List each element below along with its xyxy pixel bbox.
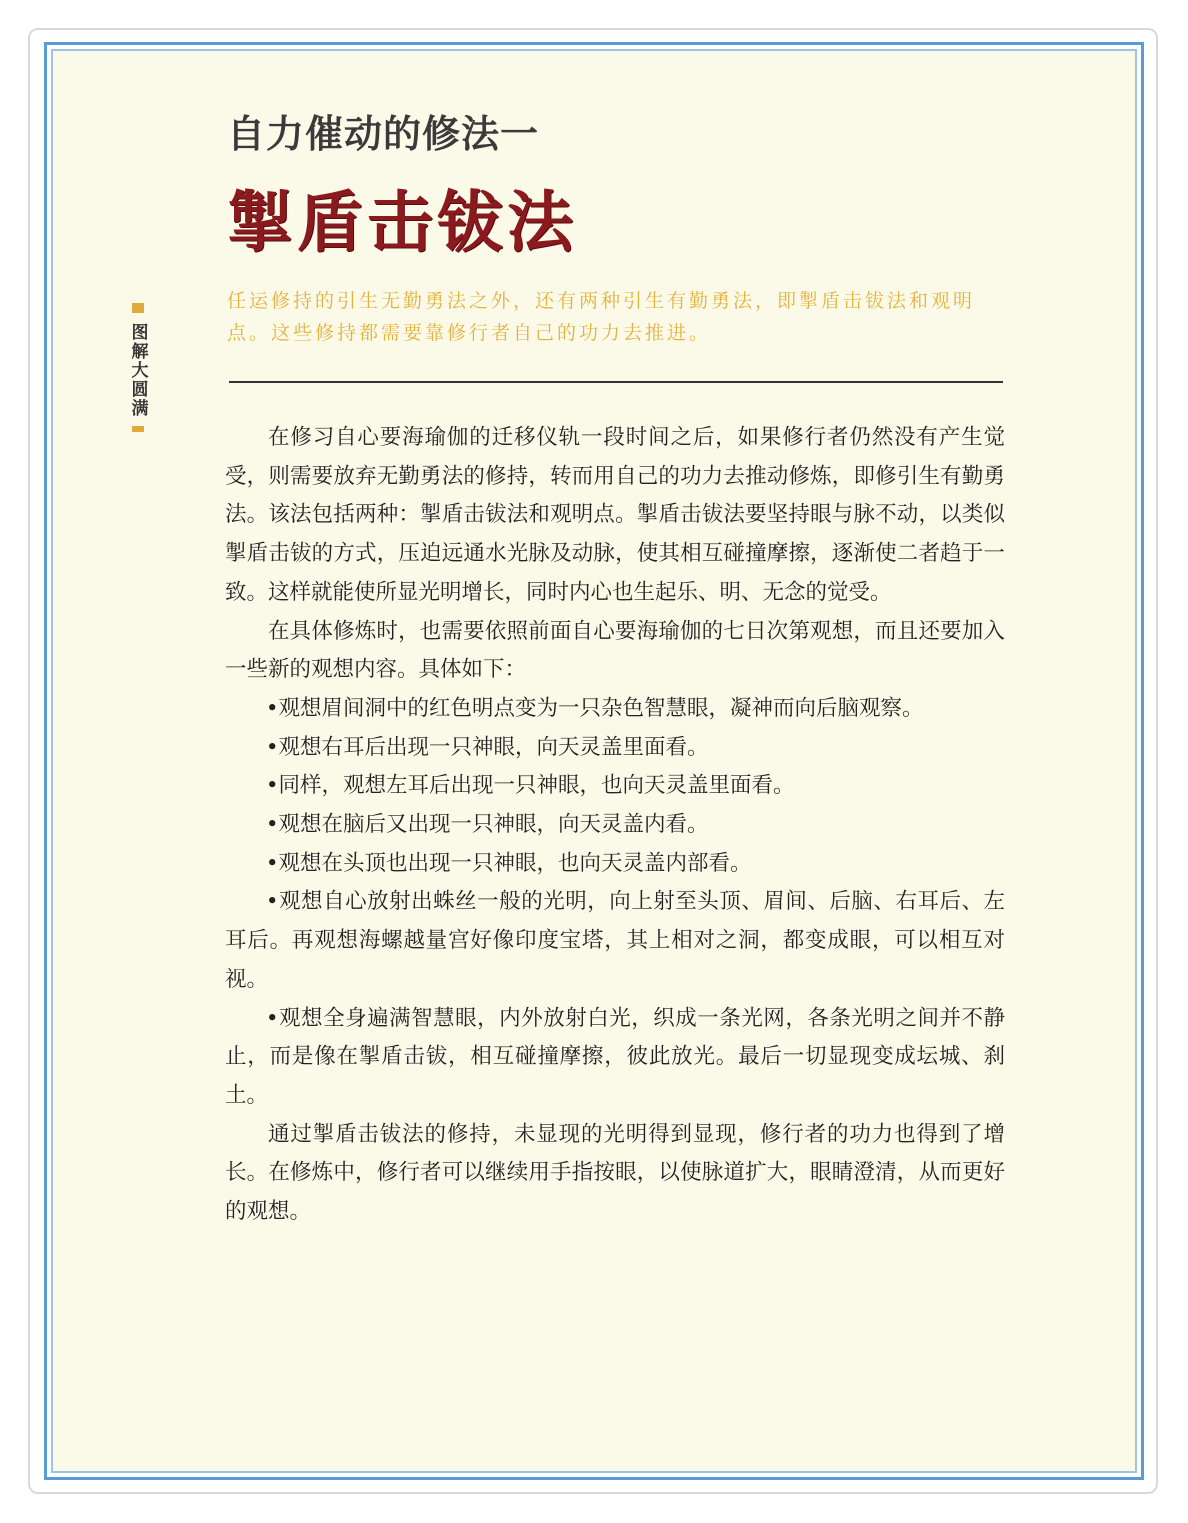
section-kicker: 自力催动的修法一 <box>227 112 540 156</box>
side-tab-top-mark <box>132 303 144 313</box>
page-title: 掣盾击钹法 <box>227 183 577 261</box>
side-tab-bottom-mark <box>132 426 144 432</box>
bullet-item: •观想右耳后出现一只神眼，向天灵盖里面看。 <box>265 734 709 760</box>
bullet-item: •观想自心放射出蛛丝一般的光明，向上射至头顶、眉间、后脑、右耳后、左耳后。再观想海螺越量宫好像印度宝塔，其上相对之洞，都变成眼，可以相互对视。 <box>225 889 1005 992</box>
paragraph: 在具体修炼时，也需要依照前面自心要海瑜伽的七日次第观想，而且还要加入一些新的观想内容。具体如下： <box>225 618 1005 683</box>
bullet-item: •观想全身遍满智慧眼，内外放射白光，织成一条光网，各条光明之间并不静止，而是像在掣盾击钹，相互碰撞摩擦，彼此放光。最后一切显现变成坛城、刹土。 <box>225 1005 1005 1108</box>
bullet-item: •观想在脑后又出现一只神眼，向天灵盖内看。 <box>265 812 709 838</box>
divider-line <box>229 381 1003 383</box>
closing-paragraph: 通过掣盾击钹法的修持，未显现的光明得到显现，修行者的功力也得到了增长。在修炼中，修行者可以继续用手指按眼，以使脉道扩大，眼睛澄清，从而更好的观想。 <box>225 1121 1005 1225</box>
page-frame <box>44 42 1144 1480</box>
bullet-item: •同样，观想左耳后出现一只神眼，也向天灵盖里面看。 <box>265 773 795 799</box>
intro-summary: 任运修持的引生无勤勇法之外，还有两种引生有勤勇法，即掣盾击钹法和观明点。这些修持都需要靠修行者自己的功力去推进。 <box>227 290 976 344</box>
bullet-item: •观想眉间洞中的红色明点变为一只杂色智慧眼，凝神而向后脑观察。 <box>265 695 924 721</box>
bullet-item: •观想在头顶也出现一只神眼，也向天灵盖内部看。 <box>265 850 752 876</box>
body-text <box>225 419 1005 1232</box>
paragraph: 在修习自心要海瑜伽的迁移仪轨一段时间之后，如果修行者仍然没有产生觉受，则需要放弃无勤勇法的修持，转而用自己的功力去推动修炼，即修引生有勤勇法。该法包括两种：掣盾击钹法和观明点。掣盾击钹法要坚持眼与脉不动，以类似掣盾击钹的方式，压迫远通水光脉及动脉，使其相互碰撞摩擦，逐渐使二者趋于一致。这样就能使所显光明增长，同时内心也生起乐、明、无念的觉受。 <box>225 425 1005 605</box>
side-tab-label: 图解大圆满 <box>127 323 148 418</box>
book-page <box>51 49 1137 1473</box>
side-tab <box>123 303 153 432</box>
